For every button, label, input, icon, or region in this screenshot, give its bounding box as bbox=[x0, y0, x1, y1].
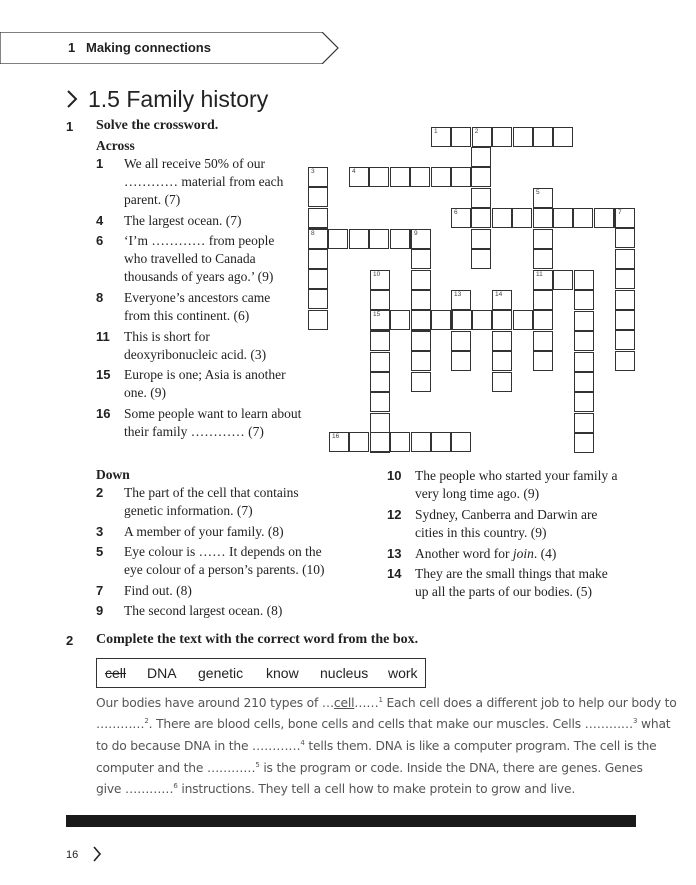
clue-text: The people who started your family a very long time ago. (9) bbox=[415, 468, 618, 501]
chevron-right-icon bbox=[66, 90, 78, 108]
crossword-cell[interactable] bbox=[615, 310, 635, 330]
clue-text: They are the small things that make up all the parts of our bodies. (5) bbox=[415, 566, 608, 599]
clue-number: 2 bbox=[96, 485, 104, 500]
clue-number: 8 bbox=[96, 290, 104, 305]
crossword-cell[interactable] bbox=[390, 229, 410, 249]
crossword-cell[interactable] bbox=[471, 167, 491, 187]
crossword-cell[interactable] bbox=[411, 351, 431, 371]
crossword-cell[interactable] bbox=[411, 432, 431, 452]
crossword-cell[interactable] bbox=[553, 270, 573, 290]
clue-number: 15 bbox=[96, 367, 111, 382]
clue-number: 14 bbox=[387, 566, 402, 581]
crossword-cell[interactable] bbox=[492, 310, 512, 330]
crossword-cell[interactable] bbox=[533, 310, 553, 330]
crossword-cell[interactable] bbox=[370, 290, 390, 310]
crossword-cell[interactable] bbox=[615, 290, 635, 310]
clue-number: 10 bbox=[387, 468, 402, 483]
crossword-cell[interactable] bbox=[533, 229, 553, 249]
crossword-cell[interactable] bbox=[615, 351, 635, 371]
crossword-cell[interactable] bbox=[308, 208, 328, 228]
footer-bar bbox=[66, 815, 636, 827]
crossword-cell[interactable] bbox=[553, 127, 573, 147]
crossword-cell[interactable]: 3 bbox=[308, 167, 328, 187]
crossword-cell[interactable] bbox=[574, 270, 594, 290]
word-box bbox=[96, 658, 426, 688]
clue-text: The largest ocean. (7) bbox=[124, 213, 242, 228]
crossword-cell[interactable] bbox=[574, 311, 594, 331]
clue-text: The part of the cell that contains genetic information. (7) bbox=[124, 485, 299, 518]
crossword-cell[interactable]: 9 bbox=[411, 229, 431, 249]
word-box-item: nucleus bbox=[320, 665, 369, 681]
crossword-cell[interactable] bbox=[492, 351, 512, 371]
crossword-cell[interactable] bbox=[370, 413, 390, 433]
crossword-cell[interactable] bbox=[574, 433, 594, 453]
crossword-cell[interactable] bbox=[411, 249, 431, 269]
crossword-cell[interactable] bbox=[308, 249, 328, 269]
word-box-item: know bbox=[266, 665, 299, 681]
crossword-cell[interactable] bbox=[471, 147, 491, 167]
clue-number: 16 bbox=[96, 406, 111, 421]
clue-text: This is short for deoxyribonucleic acid. (3) bbox=[124, 329, 267, 362]
crossword-cell[interactable] bbox=[370, 372, 390, 392]
crossword-cell[interactable] bbox=[471, 229, 491, 249]
crossword-cell[interactable] bbox=[471, 208, 491, 228]
clue-number: 12 bbox=[387, 507, 402, 522]
clue-number: 1 bbox=[96, 156, 104, 171]
crossword-cell[interactable] bbox=[533, 249, 553, 269]
clue-text: Find out. (8) bbox=[124, 583, 192, 598]
crossword-cell[interactable] bbox=[431, 167, 451, 187]
crossword-cell[interactable]: 7 bbox=[615, 208, 635, 228]
clue-text: Sydney, Canberra and Darwin are cities in this country. (9) bbox=[415, 507, 598, 540]
clue-text: We all receive 50% of our ………… material from each parent. (7) bbox=[124, 156, 284, 207]
crossword-cell[interactable] bbox=[615, 228, 635, 248]
word-box-item: work bbox=[388, 665, 418, 681]
crossword-cell[interactable] bbox=[451, 331, 471, 351]
crossword-cell[interactable] bbox=[411, 372, 431, 392]
crossword-cell[interactable]: 4 bbox=[349, 167, 369, 187]
crossword-cell[interactable] bbox=[369, 229, 389, 249]
crossword-cell[interactable] bbox=[513, 127, 533, 147]
crossword-cell[interactable] bbox=[472, 310, 492, 330]
text-line: Our bodies have around 210 types of …cell……$^1$ Each cell does a different job to help our body to bbox=[96, 696, 677, 711]
crossword-cell[interactable] bbox=[574, 290, 594, 310]
crossword-cell[interactable] bbox=[411, 270, 431, 290]
clue-number: 7 bbox=[96, 583, 104, 598]
crossword-cell[interactable] bbox=[328, 229, 348, 249]
exercise-1-number: 1 bbox=[66, 119, 74, 134]
crossword-cell[interactable] bbox=[615, 269, 635, 289]
word-box-item: cell bbox=[105, 665, 127, 681]
chevron-right-icon bbox=[92, 846, 102, 862]
unit-number: 1 bbox=[68, 40, 76, 55]
text-line: give …………$^6$ instructions. They tell a cell how to make protein to grow and live. bbox=[96, 782, 576, 797]
crossword-cell[interactable]: 6 bbox=[451, 208, 471, 228]
crossword-cell[interactable] bbox=[533, 290, 553, 310]
crossword-cell[interactable] bbox=[533, 351, 553, 371]
crossword-cell[interactable] bbox=[492, 372, 512, 392]
crossword-cell[interactable] bbox=[411, 331, 431, 351]
clue-text: Another word for join. (4) bbox=[415, 546, 557, 561]
crossword-cell[interactable]: 11 bbox=[533, 270, 553, 290]
crossword-cell[interactable]: 16 bbox=[329, 432, 349, 452]
crossword-cell[interactable]: 2 bbox=[472, 127, 492, 147]
across-heading: Across bbox=[96, 138, 135, 153]
text-line: …………$^2$. There are blood cells, bone cells and cells that make our muscles. Cells …………$^3$ what bbox=[96, 717, 671, 732]
crossword-cell[interactable] bbox=[370, 331, 390, 351]
crossword-cell[interactable] bbox=[308, 187, 328, 207]
word-box-item: DNA bbox=[147, 665, 177, 681]
crossword-cell[interactable]: 8 bbox=[308, 229, 328, 249]
crossword-cell[interactable] bbox=[411, 310, 431, 330]
crossword-cell[interactable]: 10 bbox=[370, 270, 390, 290]
clue-number: 6 bbox=[96, 233, 104, 248]
crossword-cell[interactable] bbox=[369, 167, 389, 187]
text-line: computer and the …………$^5$ is the program or code. Inside the DNA, there are genes. Genes bbox=[96, 761, 643, 776]
crossword-cell[interactable] bbox=[615, 330, 635, 350]
page-number: 16 bbox=[66, 849, 79, 861]
crossword-cell[interactable] bbox=[411, 290, 431, 310]
crossword-cell[interactable] bbox=[370, 392, 390, 412]
clue-number: 3 bbox=[96, 524, 104, 539]
crossword-cell[interactable] bbox=[574, 352, 594, 372]
crossword-cell[interactable] bbox=[308, 269, 328, 289]
clue-text: The second largest ocean. (8) bbox=[124, 603, 283, 618]
crossword-cell[interactable] bbox=[574, 331, 594, 351]
clue-text: Eye colour is …… It depends on the eye colour of a person’s parents. (10) bbox=[124, 544, 325, 577]
exercise-2-instruction: Complete the text with the correct word from the box. bbox=[96, 632, 419, 647]
unit-title: Making connections bbox=[86, 40, 211, 55]
clue-number: 9 bbox=[96, 603, 104, 618]
crossword-cell[interactable] bbox=[451, 167, 471, 187]
crossword-cell[interactable] bbox=[471, 188, 491, 208]
crossword-cell[interactable] bbox=[512, 208, 532, 228]
crossword-cell[interactable]: 1 bbox=[431, 127, 451, 147]
text-line: to do because DNA in the …………$^4$ tells them. DNA is like a computer program. The cell is the bbox=[96, 739, 657, 754]
crossword-cell[interactable] bbox=[615, 249, 635, 269]
crossword-cell[interactable] bbox=[431, 432, 451, 452]
crossword-cell[interactable] bbox=[574, 413, 594, 433]
exercise-2-number: 2 bbox=[66, 633, 74, 648]
crossword-cell[interactable] bbox=[594, 208, 614, 228]
crossword-cell[interactable] bbox=[390, 310, 410, 330]
crossword-cell[interactable] bbox=[533, 127, 553, 147]
crossword-cell[interactable] bbox=[492, 331, 512, 351]
crossword-cell[interactable] bbox=[370, 352, 390, 372]
crossword-cell[interactable] bbox=[431, 310, 451, 330]
down-heading: Down bbox=[96, 467, 130, 482]
clue-text: A member of your family. (8) bbox=[124, 524, 284, 539]
clue-number: 5 bbox=[96, 544, 104, 559]
crossword-cell[interactable] bbox=[492, 127, 512, 147]
crossword-cell[interactable]: 13 bbox=[451, 290, 471, 310]
clue-text: ‘I’m ………… from people who travelled to Canada thousands of years ago.’ (9) bbox=[124, 233, 275, 284]
crossword-cell[interactable] bbox=[390, 167, 410, 187]
crossword-cell[interactable] bbox=[451, 351, 471, 371]
crossword-cell[interactable] bbox=[553, 208, 573, 228]
crossword-cell[interactable] bbox=[452, 310, 472, 330]
clue-text: Everyone’s ancestors came from this continent. (6) bbox=[124, 290, 271, 323]
crossword-cell[interactable] bbox=[370, 432, 390, 452]
crossword-cell[interactable] bbox=[349, 432, 369, 452]
crossword-cell[interactable] bbox=[533, 331, 553, 351]
crossword-cell[interactable]: 5 bbox=[533, 188, 553, 208]
crossword-cell[interactable] bbox=[349, 229, 369, 249]
clue-text: Europe is one; Asia is another one. (9) bbox=[124, 367, 286, 400]
crossword-cell[interactable] bbox=[574, 372, 594, 392]
crossword-cell[interactable] bbox=[492, 208, 512, 228]
crossword-cell[interactable] bbox=[390, 432, 410, 452]
word-box-item: genetic bbox=[198, 665, 244, 681]
crossword-cell[interactable]: 14 bbox=[492, 290, 512, 310]
clue-number: 11 bbox=[96, 329, 110, 344]
crossword-cell[interactable] bbox=[308, 289, 328, 309]
crossword-cell[interactable] bbox=[471, 249, 491, 269]
clue-number: 13 bbox=[387, 546, 402, 561]
crossword-cell[interactable] bbox=[451, 127, 471, 147]
clue-number: 4 bbox=[96, 213, 104, 228]
crossword-cell[interactable]: 15 bbox=[370, 310, 390, 330]
clue-text: Some people want to learn about their family ………… (7) bbox=[124, 406, 302, 439]
crossword-cell[interactable] bbox=[308, 310, 328, 330]
crossword-cell[interactable] bbox=[573, 208, 593, 228]
section-title: 1.5 Family history bbox=[88, 86, 269, 112]
exercise-1-instruction: Solve the crossword. bbox=[96, 118, 219, 133]
crossword-cell[interactable] bbox=[410, 167, 430, 187]
crossword-cell[interactable] bbox=[513, 310, 533, 330]
crossword-cell[interactable] bbox=[533, 208, 553, 228]
crossword-cell[interactable] bbox=[451, 432, 471, 452]
crossword-cell[interactable] bbox=[574, 392, 594, 412]
